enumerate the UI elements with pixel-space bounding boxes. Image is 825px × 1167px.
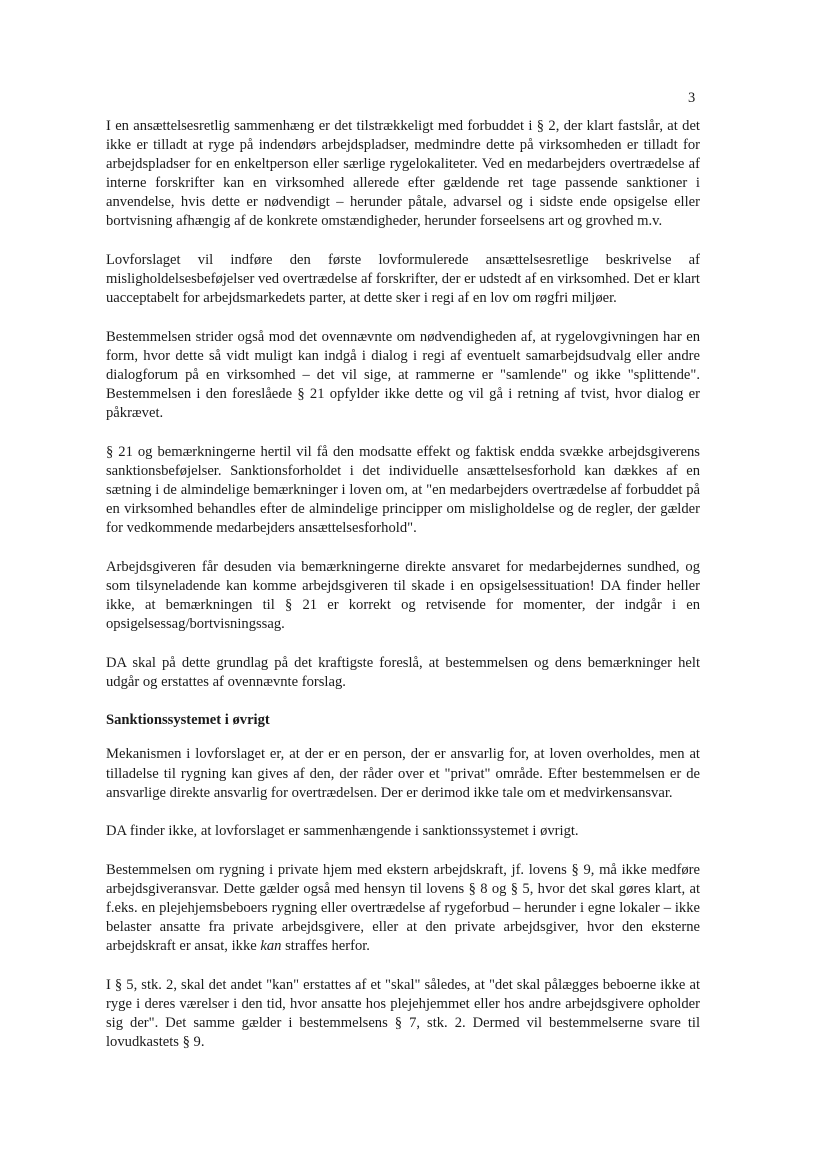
section-heading: Sanktionssystemet i øvrigt [106,712,270,729]
page-number: 3 [688,90,696,106]
emphasis-kan: kan [260,938,282,955]
paragraph-employer-responsibility: Arbejdsgiveren får desuden via bemærkningerne direkte ansvaret for medarbejdernes sundhed, og som tilsyneladende kan komme arbejdsgiveren til skade i en opsigelsessituation! DA finder heller ikke, at bemærkningen til § 21 er korrekt og retvisende for momenter, der indgår i en opsigelsessag/bortvisningssag. [106,558,700,633]
paragraph-dialog: Bestemmelsen strider også mod det ovennævnte om nødvendigheden af, at rygelovgivningen har en form, hvor dette så vidt muligt kan indgå i dialog i regi af eventuelt samarbejdsudvalg eller andre dialogforum på en virksomhed – det vil sige, at rammerne er "samlende" og ikke "splittende". Bestemmelsen i den foreslåede § 21 opfylder ikke dette og vil gå i retning af tvist, hvor dialog er påkrævet. [106,328,700,422]
paragraph-private-homes-text-b: straffes herfor. [281,938,370,955]
paragraph-section-21: § 21 og bemærkningerne hertil vil få den modsatte effekt og faktisk endda svække arbejdsgiverens sanktionsbeføjelser. Sanktionsforholdet i det individuelle ansættelsesforhold kan dækkes af en sætning i de almindelige bemærkninger i loven om, at "en medarbejders overtrædelse af forbuddet på en virksomhed behandles efter de almindelige principper om misligholdelse og de regler, der gælder for vedkommende medarbejders ansættelsesforhold". [106,443,700,537]
paragraph-private-homes [106,861,700,956]
paragraph-breach-powers: Lovforslaget vil indføre den første lovformulerede ansættelsesretlige beskrivelse af misligholdelsesbeføjelser ved overtrædelse af forskrifter, der er udstedt af en virksomhed. Det er klart uacceptabelt for arbejdsmarkedets parter, at dette sker i regi af en lov om røgfri miljøer. [106,252,700,307]
paragraph-private-homes-text-a: Bestemmelsen om rygning i private hjem med ekstern arbejdskraft, jf. lovens § 9, må ikke medføre arbejdsgiveransvar. Dette gælder også med hensyn til lovens § 8 og § 5, hvor det skal gøres klart, at f.eks. en plejehjemsbeboers rygning eller overtrædelse af rygeforbud – herunder i egne lokaler – ikke belaster ansatte fra private arbejdsgivere, eller at den private arbejdsgiver, hvor den eksterne arbejdskraft er ansat, ikke [106,861,700,955]
paragraph-employment-context: I en ansættelsesretlig sammenhæng er det tilstrækkeligt med forbuddet i § 2, der klart fastslår, at det ikke er tilladt at ryge på indendørs arbejdspladser, medmindre dette på virksomheden er tilladt for arbejdspladser for en enkeltperson eller særlige rygelokaliteter. Ved en medarbejders overtrædelse af interne forskrifter kan en virksomhed allerede efter gældende ret tage passende sanktioner i anvendelse, hvis dette er nødvendigt – herunder påtale, advarsel og i sidste ende opsigelse eller bortvisning afhængig af de konkrete omstændigheder, herunder forseelsens art og grovhed m.v. [106,118,700,230]
paragraph-section-5: I § 5, stk. 2, skal det andet "kan" erstattes af et "skal" således, at "det skal pålægges beboerne ikke at ryge i deres værelser i den tid, hvor ansatte hos plejehjemmet eller hos andre arbejdsgivere opholder sig der". Det samme gælder i bestemmelsens § 7, stk. 2. Dermed vil bestemmelserne svare til lovudkastets § 9. [106,976,700,1051]
paragraph-mechanism: Mekanismen i lovforslaget er, at der er en person, der er ansvarlig for, at loven overholdes, men at tilladelse til rygning kan gives af den, der råder over et "privat" område. Efter bestemmelsen er de ansvarlige direkte ansvarlig for overtrædelsen. Der er derimod ikke tale om et medvirkensansvar. [106,746,700,801]
paragraph-proposal: DA skal på dette grundlag på det kraftigste foreslå, at bestemmelsen og dens bemærkninger helt udgår og erstattes af ovennævnte forslag. [106,654,700,690]
paragraph-coherence: DA finder ikke, at lovforslaget er sammenhængende i sanktionssystemet i øvrigt. [106,823,579,840]
document-body [106,117,700,1072]
